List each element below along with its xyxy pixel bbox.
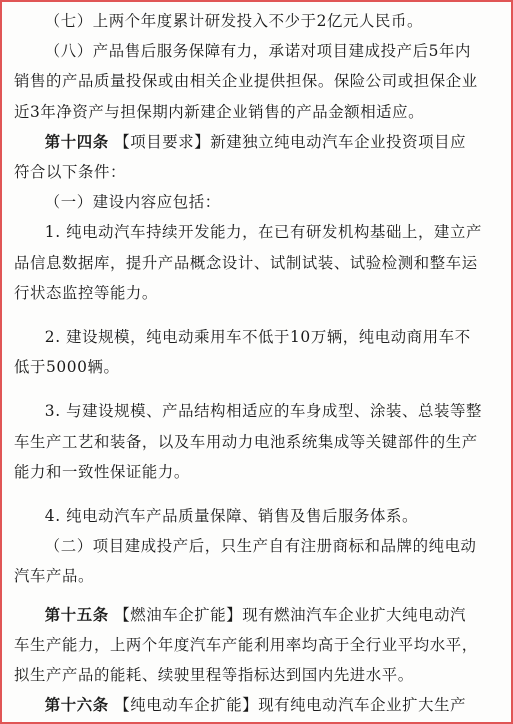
text-line: 4. 纯电动汽车产品质量保障、销售及售后服务体系。: [44, 507, 418, 526]
paragraph-subitem-2: [14, 322, 498, 382]
article-15: [14, 600, 498, 691]
article-14-first-line: [14, 127, 498, 157]
paragraph-subitem-1: [14, 217, 498, 308]
article-14: [14, 127, 498, 187]
text-line: 车生产工艺和装备，以及车用动力电池系统集成等关键部件的生产: [14, 432, 478, 451]
paragraph-gap: [14, 308, 498, 322]
article-number: 第十四条: [44, 132, 109, 151]
document-body: [14, 6, 498, 720]
text-line: 现有纯电动汽车企业扩大生产: [258, 696, 467, 715]
text-line: 行状态监控等能力。: [14, 283, 158, 302]
text-line: 近3年净资产与担保期内新建企业销售的产品金额相适应。: [14, 102, 425, 121]
text-line: （二）项目建成投产后，只生产自有注册商标和品牌的纯电动: [44, 537, 477, 556]
text-line: （七）上两个年度累计研发投入不少于2亿元人民币。: [44, 12, 423, 30]
text-line: 新建独立纯电动汽车企业投资项目应: [210, 132, 467, 151]
article-15-first-line: [14, 600, 498, 630]
text-line: 符合以下条件：: [14, 163, 126, 182]
text-line: 车生产能力，上两个年度汽车产能利用率均高于全行业平均水平，: [14, 635, 478, 654]
text-line: 品信息数据库，提升产品概念设计、试制试装、试验检测和整车运: [14, 253, 478, 272]
article-number: 第十六条: [44, 696, 109, 715]
text-line: 3. 与建设规模、产品结构相适应的车身成型、涂装、总装等整: [44, 402, 482, 421]
text-line: 拟生产产品的能耗、续驶里程等指标达到国内先进水平。: [14, 666, 414, 685]
text-line: 能力和一致性保证能力。: [14, 462, 190, 481]
paragraph-gap: [14, 382, 498, 396]
article-title: 【纯电动车企扩能】: [114, 696, 259, 715]
paragraph-item-1: [14, 187, 498, 217]
text-line: 1. 纯电动汽车持续开发能力，在已有研发机构基础上，建立产: [44, 223, 482, 242]
article-16-first-line: [14, 690, 498, 720]
article-number: 第十五条: [44, 605, 109, 624]
paragraph-clause-8: [14, 36, 498, 127]
paragraph-subitem-4: [14, 501, 498, 531]
paragraph-gap: [14, 487, 498, 501]
paragraph-subitem-3: [14, 396, 498, 487]
article-16: [14, 690, 498, 720]
text-line: （一）建设内容应包括：: [44, 193, 221, 212]
text-line: 2. 建设规模，纯电动乘用车不低于10万辆，纯电动商用车不: [44, 328, 471, 347]
text-line: 汽车产品。: [14, 567, 94, 586]
article-title: 【燃油车企扩能】: [114, 605, 243, 624]
text-line: 低于5000辆。: [14, 358, 120, 377]
text-line: （八）产品售后服务保障有力，承诺对项目建成投产后5年内: [44, 42, 471, 61]
paragraph-gap: [14, 592, 498, 600]
paragraph-clause-7: [14, 6, 498, 36]
text-line: 现有燃油汽车企业扩大纯电动汽: [242, 605, 467, 624]
paragraph-item-2: [14, 531, 498, 591]
article-title: 【项目要求】: [114, 132, 211, 151]
text-line: 销售的产品质量投保或由相关企业提供担保。保险公司或担保企业: [14, 72, 478, 91]
